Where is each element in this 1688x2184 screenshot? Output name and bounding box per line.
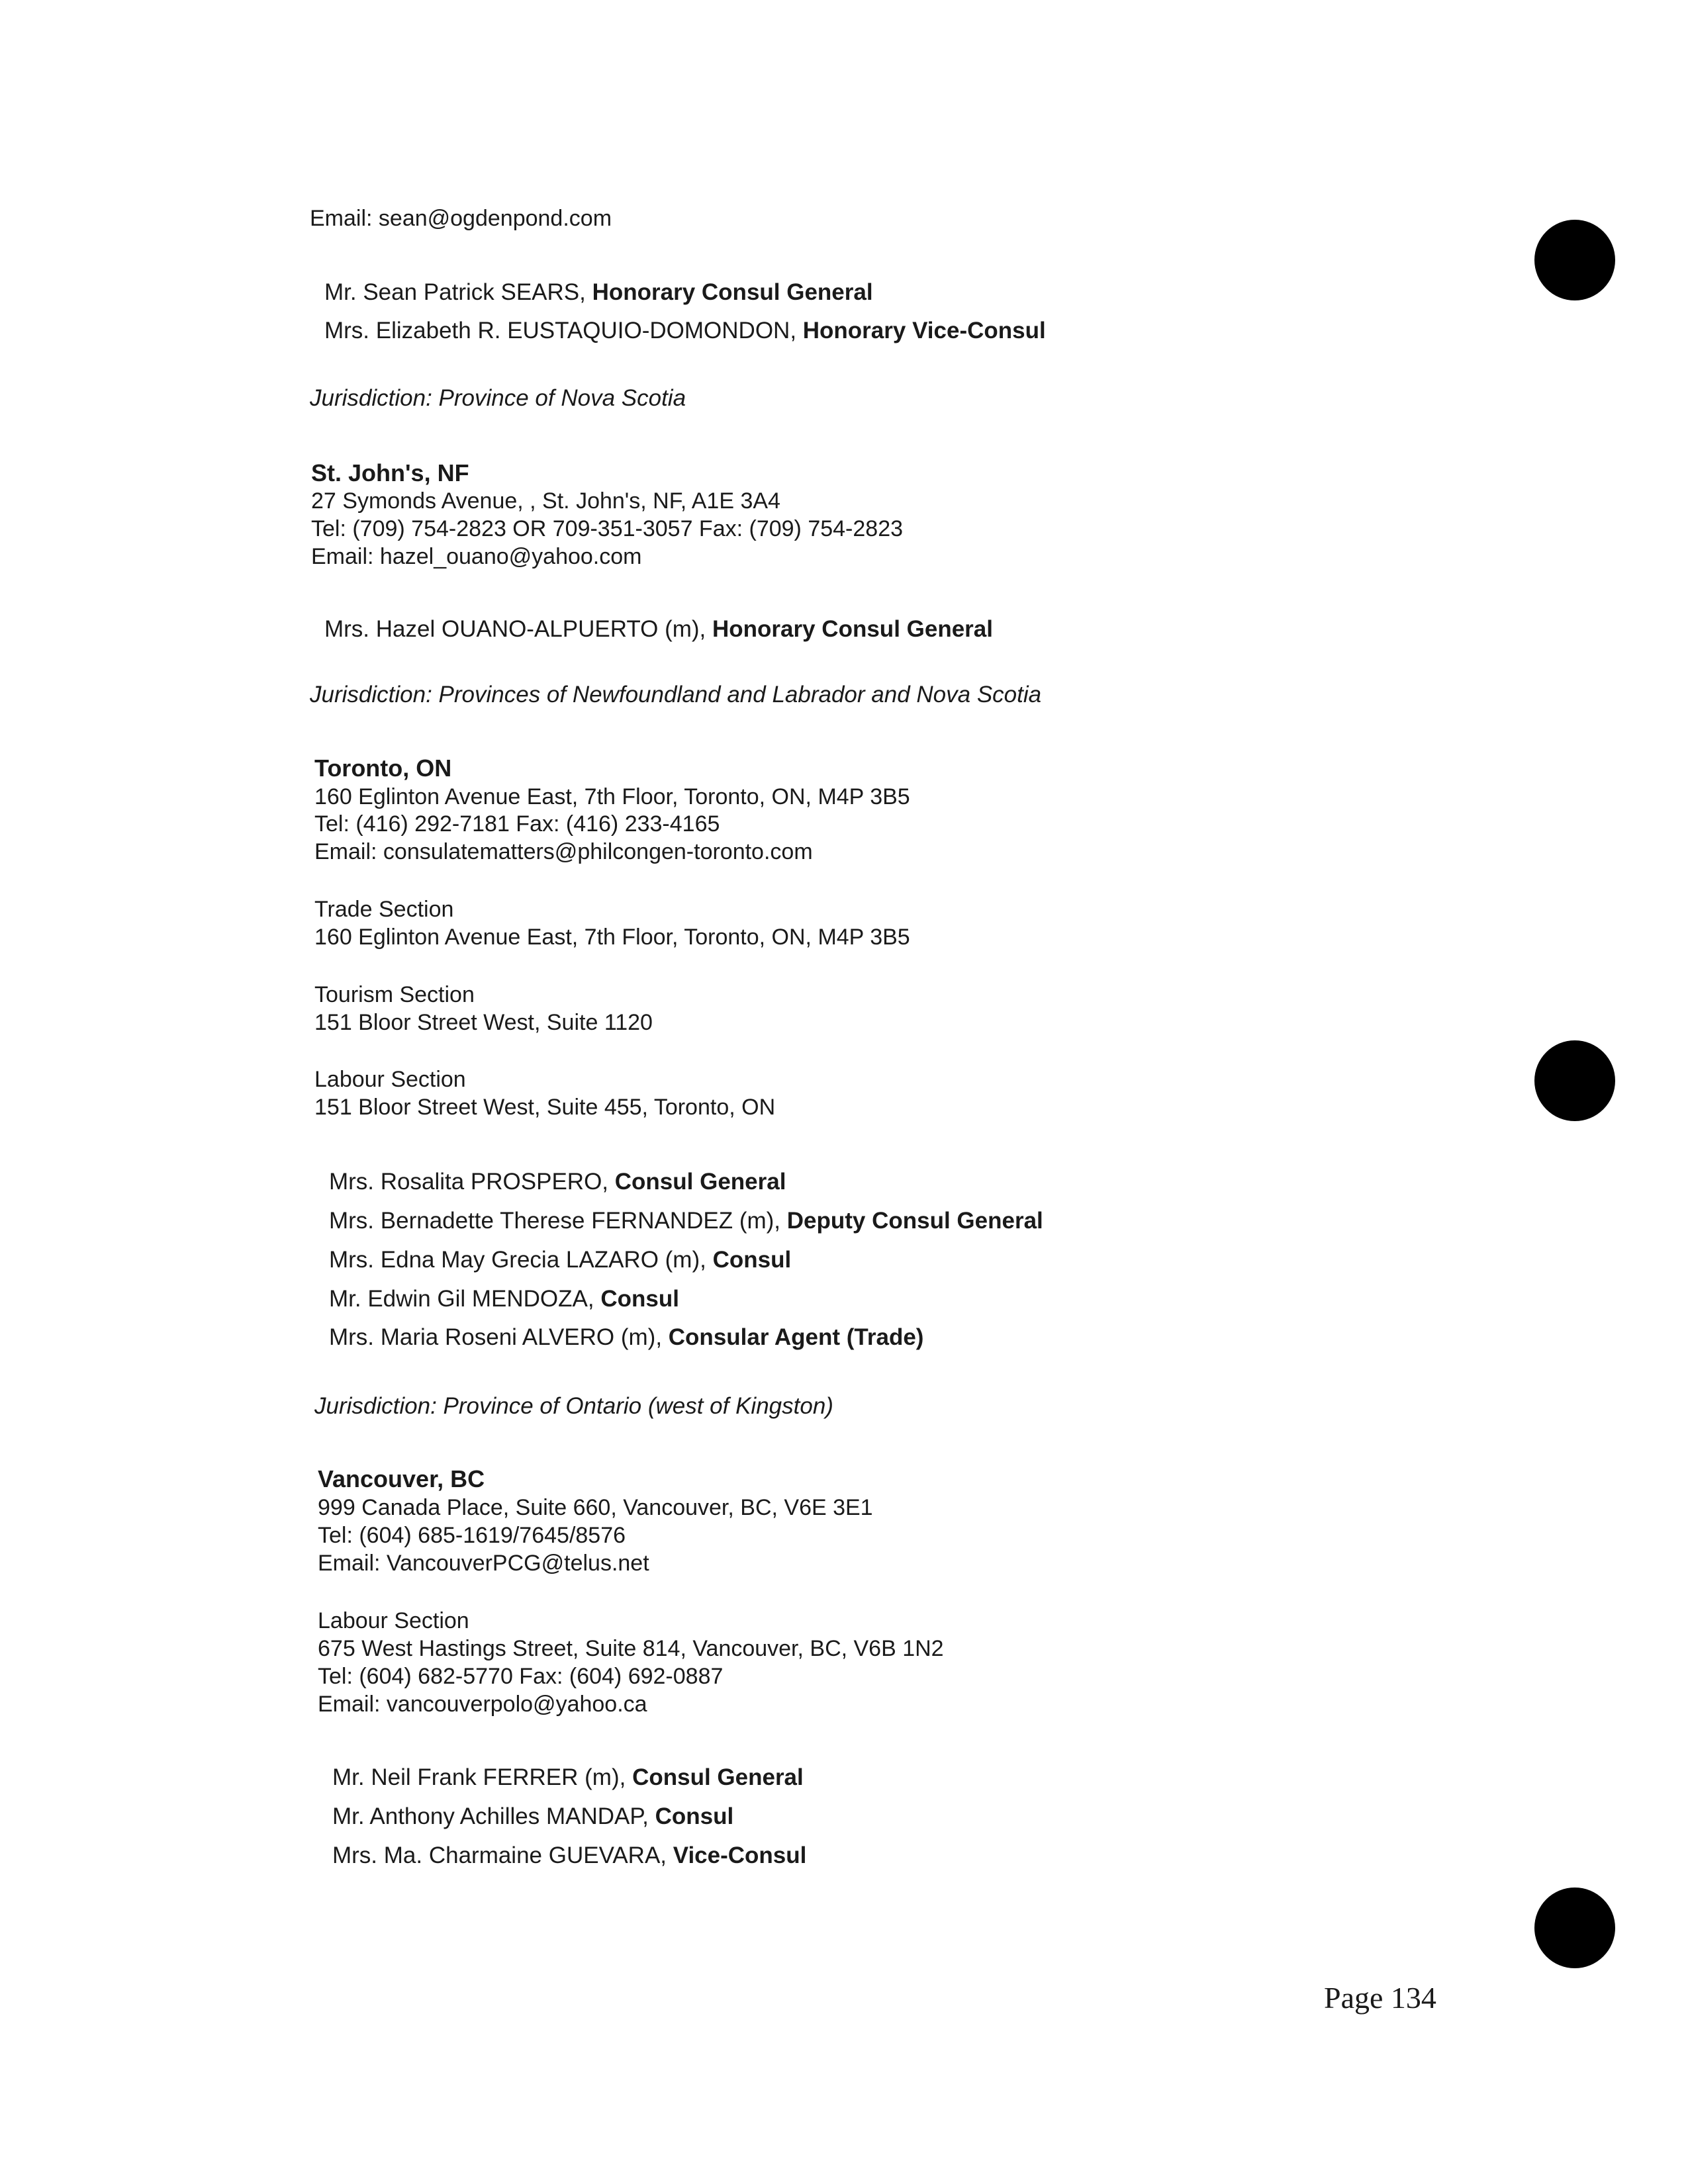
toronto-official-5 — [329, 1326, 923, 1349]
toronto-labour-label: Labour Section — [314, 1067, 466, 1092]
official-title: Consul General — [632, 1764, 804, 1790]
punch-hole-middle — [1534, 1040, 1615, 1121]
official-name: Mr. Neil Frank FERRER (m), — [332, 1764, 633, 1790]
official-title: Honorary Consul General — [712, 616, 993, 642]
vancouver-labour-label: Labour Section — [318, 1608, 469, 1633]
toronto-trade-label: Trade Section — [314, 897, 454, 922]
halifax-email: Email: sean@ogdenpond.com — [310, 206, 612, 231]
st-johns-official-1 — [324, 617, 993, 641]
official-title: Consul — [655, 1803, 734, 1829]
vancouver-official-3 — [332, 1844, 806, 1867]
toronto-heading: Toronto, ON — [314, 754, 452, 782]
official-title: Consul — [600, 1286, 679, 1312]
st-johns-jurisdiction: Jurisdiction: Provinces of Newfoundland and Labrador and Nova Scotia — [310, 682, 1042, 707]
punch-hole-top — [1534, 220, 1615, 300]
official-name: Mrs. Rosalita PROSPERO, — [329, 1169, 615, 1195]
toronto-email: Email: consulatematters@philcongen-toronto.com — [314, 839, 813, 864]
halifax-official-1 — [324, 281, 873, 304]
vancouver-official-2 — [332, 1805, 733, 1828]
official-title: Deputy Consul General — [786, 1208, 1043, 1234]
halifax-official-2 — [324, 319, 1046, 342]
st-johns-heading: St. John's, NF — [311, 459, 469, 486]
vancouver-tel: Tel: (604) 685-1619/7645/8576 — [318, 1523, 626, 1548]
official-name: Mrs. Ma. Charmaine GUEVARA, — [332, 1843, 673, 1868]
official-name: Mrs. Bernadette Therese FERNANDEZ (m), — [329, 1208, 787, 1234]
st-johns-tel: Tel: (709) 754-2823 OR 709-351-3057 Fax: (709) 754-2823 — [311, 516, 904, 541]
official-title: Vice-Consul — [673, 1843, 807, 1868]
toronto-official-2 — [329, 1209, 1043, 1232]
official-name: Mrs. Hazel OUANO-ALPUERTO (m), — [324, 616, 712, 642]
official-title: Consular Agent (Trade) — [668, 1324, 924, 1350]
st-johns-email: Email: hazel_ouano@yahoo.com — [311, 544, 642, 569]
vancouver-labour-tel: Tel: (604) 682-5770 Fax: (604) 692-0887 — [318, 1664, 724, 1689]
official-name: Mrs. Edna May Grecia LAZARO (m), — [329, 1247, 713, 1273]
toronto-labour-address: 151 Bloor Street West, Suite 455, Toronto, ON — [314, 1095, 776, 1120]
punch-hole-bottom — [1534, 1888, 1615, 1968]
vancouver-email: Email: VancouverPCG@telus.net — [318, 1551, 649, 1576]
toronto-trade-address: 160 Eglinton Avenue East, 7th Floor, Toronto, ON, M4P 3B5 — [314, 925, 910, 950]
vancouver-heading: Vancouver, BC — [318, 1465, 485, 1492]
toronto-tel: Tel: (416) 292-7181 Fax: (416) 233-4165 — [314, 811, 720, 837]
official-title: Honorary Consul General — [592, 279, 873, 305]
official-name: Mr. Anthony Achilles MANDAP, — [332, 1803, 655, 1829]
official-title: Consul — [712, 1247, 792, 1273]
vancouver-labour-email: Email: vancouverpolo@yahoo.ca — [318, 1692, 647, 1717]
official-title: Honorary Vice-Consul — [802, 318, 1046, 343]
page-number: Page 134 — [1324, 1981, 1436, 2015]
toronto-tourism-label: Tourism Section — [314, 982, 475, 1007]
official-name: Mr. Sean Patrick SEARS, — [324, 279, 592, 305]
vancouver-official-1 — [332, 1766, 804, 1789]
toronto-official-1 — [329, 1170, 786, 1193]
toronto-address: 160 Eglinton Avenue East, 7th Floor, Toronto, ON, M4P 3B5 — [314, 784, 910, 809]
toronto-official-3 — [329, 1248, 791, 1271]
official-name: Mrs. Elizabeth R. EUSTAQUIO-DOMONDON, — [324, 318, 803, 343]
vancouver-address: 999 Canada Place, Suite 660, Vancouver, BC, V6E 3E1 — [318, 1495, 873, 1520]
official-name: Mr. Edwin Gil MENDOZA, — [329, 1286, 601, 1312]
toronto-tourism-address: 151 Bloor Street West, Suite 1120 — [314, 1010, 653, 1035]
toronto-official-4 — [329, 1287, 679, 1310]
official-name: Mrs. Maria Roseni ALVERO (m), — [329, 1324, 669, 1350]
toronto-jurisdiction: Jurisdiction: Province of Ontario (west of Kingston) — [314, 1393, 833, 1419]
st-johns-address: 27 Symonds Avenue, , St. John's, NF, A1E 3A4 — [311, 488, 780, 514]
halifax-jurisdiction: Jurisdiction: Province of Nova Scotia — [310, 385, 686, 411]
vancouver-labour-address: 675 West Hastings Street, Suite 814, Vancouver, BC, V6B 1N2 — [318, 1636, 944, 1661]
official-title: Consul General — [614, 1169, 786, 1195]
